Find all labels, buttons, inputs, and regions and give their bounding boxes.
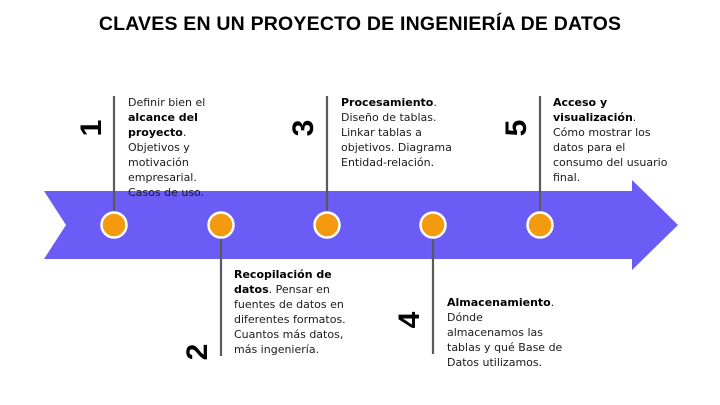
page-title: CLAVES EN UN PROYECTO DE INGENIERÍA DE DATOS — [98, 13, 622, 35]
step-1-pre: Definir bien el — [128, 96, 206, 109]
step-1-post: . Objetivos y motivación empresarial. Casos de uso. — [128, 126, 205, 199]
node-4 — [421, 213, 446, 238]
step-1-keyword: alcance del proyecto — [128, 111, 198, 139]
node-2 — [209, 213, 234, 238]
step-number-3: 3 — [287, 119, 320, 137]
step-description-1 — [128, 95, 224, 200]
step-3-post: . Diseño de tablas. Linkar tablas a objetivos. Diagrama Entidad-relación. — [341, 96, 452, 169]
node-3 — [315, 213, 340, 238]
step-4-keyword: Almacenamiento — [447, 296, 551, 309]
step-5-post: . Cómo mostrar los datos para el consumo del usuario final. — [553, 111, 668, 184]
step-number-1: 1 — [75, 119, 108, 137]
node-1 — [102, 213, 127, 238]
step-3-keyword: Procesamiento — [341, 96, 434, 109]
step-5-keyword: Acceso y visualización — [553, 96, 633, 124]
node-5 — [528, 213, 553, 238]
step-description-3 — [341, 95, 453, 170]
step-number-5: 5 — [500, 119, 533, 137]
step-2-keyword: Recopilación de datos — [234, 268, 332, 296]
step-number-2: 2 — [181, 343, 214, 361]
step-description-2 — [234, 267, 346, 357]
step-number-4: 4 — [393, 311, 426, 329]
step-2-post: . Pensar en fuentes de datos en diferentes formatos. Cuantos más datos, más ingeniería. — [234, 283, 346, 356]
step-4-post: . Dónde almacenamos las tablas y qué Base de Datos utilizamos. — [447, 296, 563, 369]
step-description-5 — [553, 95, 671, 185]
step-description-4 — [447, 295, 563, 370]
